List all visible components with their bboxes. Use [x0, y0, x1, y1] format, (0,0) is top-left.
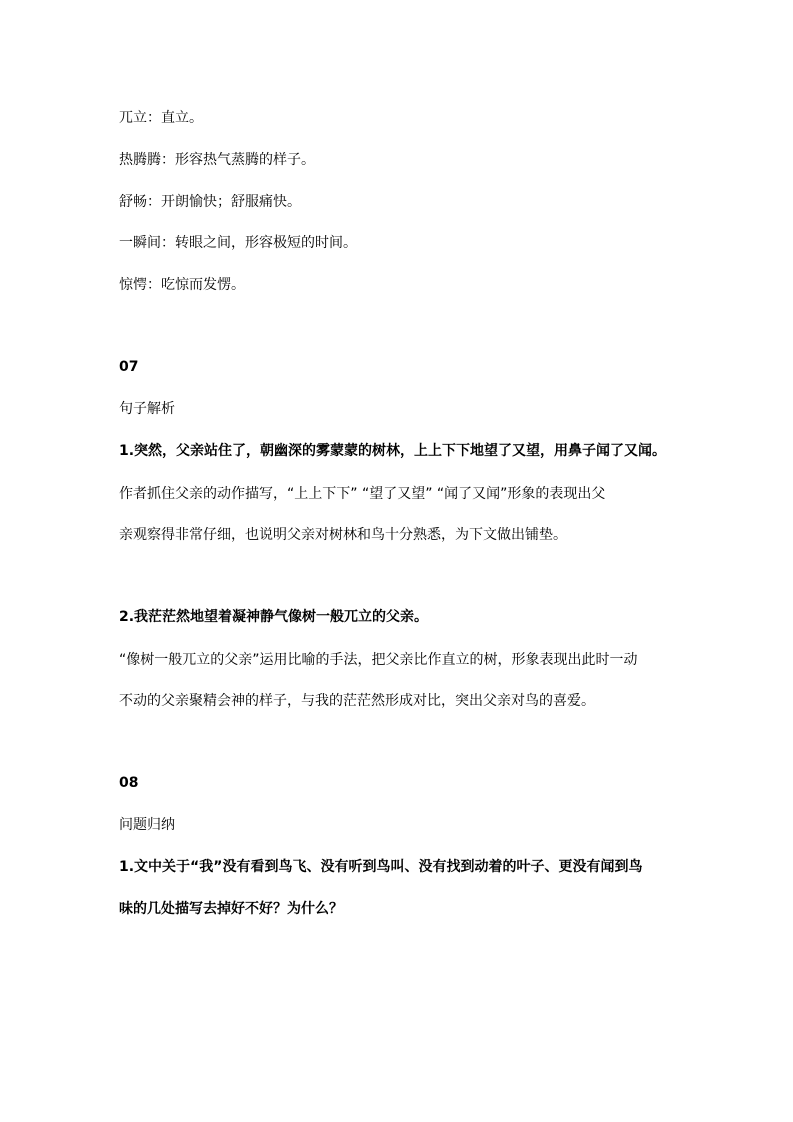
vocab-item-yishunjian: 一瞬间：转眼之间，形容极短的时间。 — [119, 235, 357, 251]
vocab-item-jinge: 惊愕：吃惊而发愣。 — [119, 277, 245, 293]
section-08-question-1-line-1: 1.文中关于“我”没有看到鸟飞、没有听到鸟叫、没有找到动着的叶子、更没有闻到鸟 — [119, 859, 643, 875]
section-07-title: 句子解析 — [119, 401, 175, 417]
section-07-question-2: 2.我茫茫然地望着凝神静气像树一般兀立的父亲。 — [119, 609, 429, 625]
section-08-question-1-line-2: 味的几处描写去掉好不好？为什么？ — [119, 901, 343, 917]
section-07-number: 07 — [119, 359, 139, 375]
section-08-title: 问题归纳 — [119, 817, 175, 833]
section-07-answer-1-line-2: 亲观察得非常仔细，也说明父亲对树林和鸟十分熟悉，为下文做出铺垫。 — [119, 527, 567, 543]
section-07-answer-2-line-1: “像树一般兀立的父亲”运用比喻的手法，把父亲比作直立的树，形象表现出此时一动 — [119, 652, 638, 668]
section-07-question-1: 1.突然，父亲站住了，朝幽深的雾蒙蒙的树林，上上下下地望了又望，用鼻子闻了又闻。 — [119, 443, 667, 459]
vocab-item-shuchang: 舒畅：开朗愉快；舒服痛快。 — [119, 194, 301, 210]
vocab-item-retengteng: 热腾腾：形容热气蒸腾的样子。 — [119, 152, 315, 168]
section-08-number: 08 — [119, 775, 139, 791]
section-07-answer-2-line-2: 不动的父亲聚精会神的样子，与我的茫茫然形成对比，突出父亲对鸟的喜爱。 — [119, 693, 595, 709]
section-07-answer-1-line-1: 作者抓住父亲的动作描写，“上上下下” “望了又望” “闻了又闻”形象的表现出父 — [119, 486, 606, 502]
vocab-item-wuli: 兀立：直立。 — [119, 110, 203, 126]
